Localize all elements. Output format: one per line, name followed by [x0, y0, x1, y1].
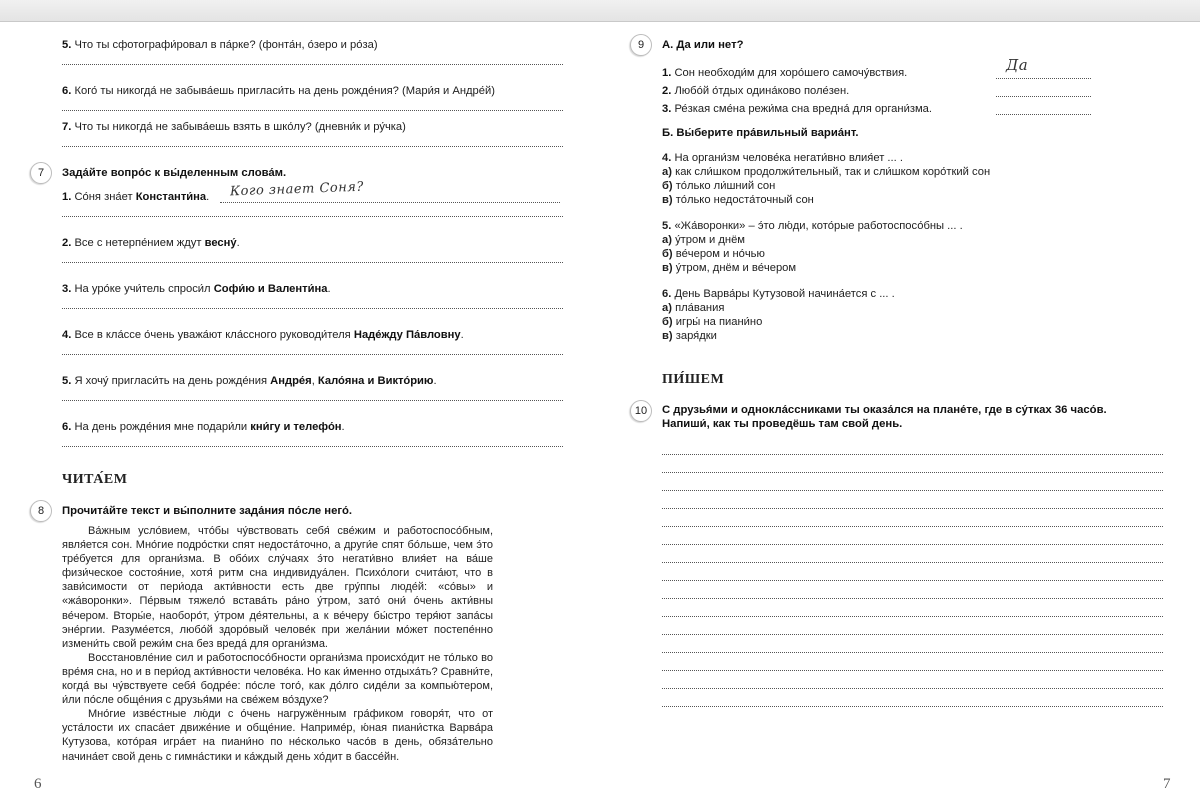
page-number: 7 — [1163, 776, 1171, 792]
answer-line[interactable] — [662, 670, 1163, 671]
task-number-badge: 7 — [30, 162, 52, 184]
yes-no-item-2: 2. Любо́й о́тдых одина́ково поле́зен. — [662, 85, 850, 97]
reading-paragraph: Восстановле́ние сил и работоспосо́бности органи́зма происхо́дит не то́лько во вре́мя сна, но и в пери́од акти́вности челове́ка. Но как и́менно отдыха́ть? Сравни́те, когда́ вы чу́вствуете себя́ бодре́е: по́сле того́, как до́лго сиде́ли за компью́тером, и́ли по́сле обще́ния с друзья́ми на све́жем во́здухе? — [62, 651, 493, 707]
task-9-part-b-title: Б. Вы́берите пра́вильный вариа́нт. — [662, 127, 859, 139]
viewer-top-bar — [0, 0, 1200, 22]
choice-question-6: 6. День Варва́ры Кутузовой начина́ется с ... . а) пла́вания б) игры́ на пиани́но в) заря́дки — [662, 288, 895, 342]
reading-paragraph: Ва́жным усло́вием, что́бы чу́вствовать себя́ све́жим и работоспосо́бным, явля́ется сон. Мно́гие подро́стки спят недоста́точно, а други́е спят бо́льше, чем э́то тре́буется для органи́зма. В обо́их слу́чаях э́то негати́вно влия́ет на ва́ше физи́ческое состоя́ние, хотя́ ритм сна индивидуа́лен. Психо́логи счита́ют, что в зави́симости от пери́ода акти́вности есть две гру́ппы люде́й: «со́вы» и «жа́воронки». Пе́рвым тяжело́ встава́ть ра́но у́тром, зато́ они́ о́чень акти́вны ве́чером. Вторы́е, наоборо́т, у́тром де́ятельны, а к ве́черу бы́стро теря́ют запа́сы эне́ргии. Разуме́ется, любо́й здоро́вый челове́к при жела́нии мо́жет постепе́нно измени́ть свой режи́м сна без вреда́ для органи́зма. — [62, 525, 493, 650]
option-c[interactable]: в) заря́дки — [662, 330, 717, 342]
prev-task-item-6: 6. Кого́ ты никогда́ не забыва́ешь пригласи́ть на день рожде́ния? (Мари́я и Андре́й) — [62, 85, 495, 97]
reading-paragraph: Мно́гие изве́стные лю́ди с о́чень нагружённым гра́фиком говоря́т, что от уста́лости их спаса́ет движе́ние и обще́ние. Наприме́р, ю́ная пиани́стка Варва́ра Кутузова, кото́рая игра́ет на пиани́но по не́сколько часо́в в день, обяза́тельно начина́ет свой день с гимна́стики и ка́ждый день хо́дит в бассе́йн. — [62, 708, 493, 763]
answer-line[interactable] — [62, 64, 563, 65]
option-b[interactable]: б) ве́чером и но́чью — [662, 248, 765, 260]
task-10-prompt-line-2: Напиши́, как ты проведёшь там свой день. — [662, 418, 903, 430]
answer-line[interactable] — [996, 114, 1091, 115]
answer-line[interactable] — [662, 490, 1163, 491]
left-page — [0, 22, 600, 806]
answer-line[interactable] — [62, 308, 563, 309]
reading-text — [62, 524, 493, 764]
yes-no-item-3: 3. Ре́зкая сме́на режи́ма сна вредна́ для органи́зма. — [662, 103, 932, 115]
answer-line[interactable] — [662, 580, 1163, 581]
answer-line[interactable] — [662, 454, 1163, 455]
option-c[interactable]: в) то́лько недоста́точный сон — [662, 194, 814, 206]
task-7-item-6: 6. На день рожде́ния мне подари́ли кни́гу и телефо́н. — [62, 421, 345, 433]
task-7-item-2: 2. Все с нетерпе́нием ждут весну́. — [62, 237, 240, 249]
option-a[interactable]: а) пла́вания — [662, 302, 725, 314]
answer-line[interactable] — [662, 688, 1163, 689]
answer-line[interactable] — [62, 216, 563, 217]
task-7-item-1: 1. Со́ня зна́ет Константи́на. — [62, 191, 210, 203]
answer-line[interactable] — [662, 616, 1163, 617]
choice-question-5: 5. «Жа́воронки» – э́то лю́ди, кото́рые работоспосо́бны ... . а) у́тром и днём б) ве́чером и но́чью в) у́тром, днём и ве́чером — [662, 220, 963, 274]
answer-line[interactable] — [996, 96, 1091, 97]
answer-line[interactable] — [662, 508, 1163, 509]
answer-line[interactable] — [662, 652, 1163, 653]
answer-line[interactable] — [220, 202, 560, 203]
prev-task-item-5: 5. Что ты сфотографи́ровал в па́рке? (фонта́н, о́зеро и ро́за) — [62, 39, 378, 51]
answer-line[interactable] — [62, 354, 563, 355]
choice-question-4: 4. На органи́зм челове́ка негати́вно влия́ет ... . а) как сли́шком продолжи́тельный, так и сли́шком коро́ткий сон б) то́лько ли́шний сон в) то́лько недоста́точный сон — [662, 152, 991, 206]
task-number-badge: 9 — [630, 34, 652, 56]
handwritten-answer[interactable]: Кого знает Соня? — [229, 179, 365, 200]
answer-line[interactable] — [662, 544, 1163, 545]
answer-line[interactable] — [996, 78, 1091, 79]
answer-line[interactable] — [62, 146, 563, 147]
task-7-item-4: 4. Все в кла́ссе о́чень уважа́ют кла́ссного руководи́теля Наде́жду Па́вловну. — [62, 329, 464, 341]
right-page — [600, 22, 1200, 806]
page-number: 6 — [34, 776, 42, 792]
option-a[interactable]: а) у́тром и днём — [662, 234, 746, 246]
task-number-badge: 10 — [630, 400, 652, 422]
section-title-reading: ЧИТА́ЕМ — [62, 472, 128, 487]
section-title-writing: ПИ́ШЕМ — [662, 372, 725, 387]
option-a[interactable]: а) как сли́шком продолжи́тельный, так и сли́шком коро́ткий сон — [662, 166, 991, 178]
handwritten-answer[interactable]: Да — [1006, 56, 1029, 74]
answer-line[interactable] — [62, 446, 563, 447]
option-b[interactable]: б) то́лько ли́шний сон — [662, 180, 776, 192]
answer-line[interactable] — [662, 562, 1163, 563]
answer-line[interactable] — [62, 262, 563, 263]
task-9-part-a-title: А. Да или нет? — [662, 39, 744, 51]
prev-task-item-7: 7. Что ты никогда́ не забыва́ешь взять в шко́лу? (дневни́к и ру́чка) — [62, 121, 406, 133]
answer-line[interactable] — [662, 472, 1163, 473]
answer-line[interactable] — [62, 110, 563, 111]
task-number-badge: 8 — [30, 500, 52, 522]
task-10-prompt-line-1: С друзья́ми и однокла́ссниками ты оказа́лся на плане́те, где в су́тках 36 часо́в. — [662, 404, 1107, 416]
task-7-title: Зада́йте вопро́с к вы́деленным слова́м. — [62, 167, 287, 179]
option-c[interactable]: в) у́тром, днём и ве́чером — [662, 262, 797, 274]
task-7-item-3: 3. На уро́ке учи́тель спроси́л Софи́ю и Валенти́на. — [62, 283, 331, 295]
answer-line[interactable] — [662, 526, 1163, 527]
task-7-item-5: 5. Я хочу́ пригласи́ть на день рожде́ния Андре́я, Кало́яна и Викто́рию. — [62, 375, 437, 387]
yes-no-item-1: 1. Сон необходи́м для хоро́шего самочу́вствия. — [662, 67, 908, 79]
answer-line[interactable] — [662, 598, 1163, 599]
option-b[interactable]: б) игры́ на пиани́но — [662, 316, 763, 328]
answer-line[interactable] — [662, 634, 1163, 635]
answer-line[interactable] — [62, 400, 563, 401]
answer-line[interactable] — [662, 706, 1163, 707]
task-8-title: Прочита́йте текст и вы́полните зада́ния по́сле него́. — [62, 505, 353, 517]
